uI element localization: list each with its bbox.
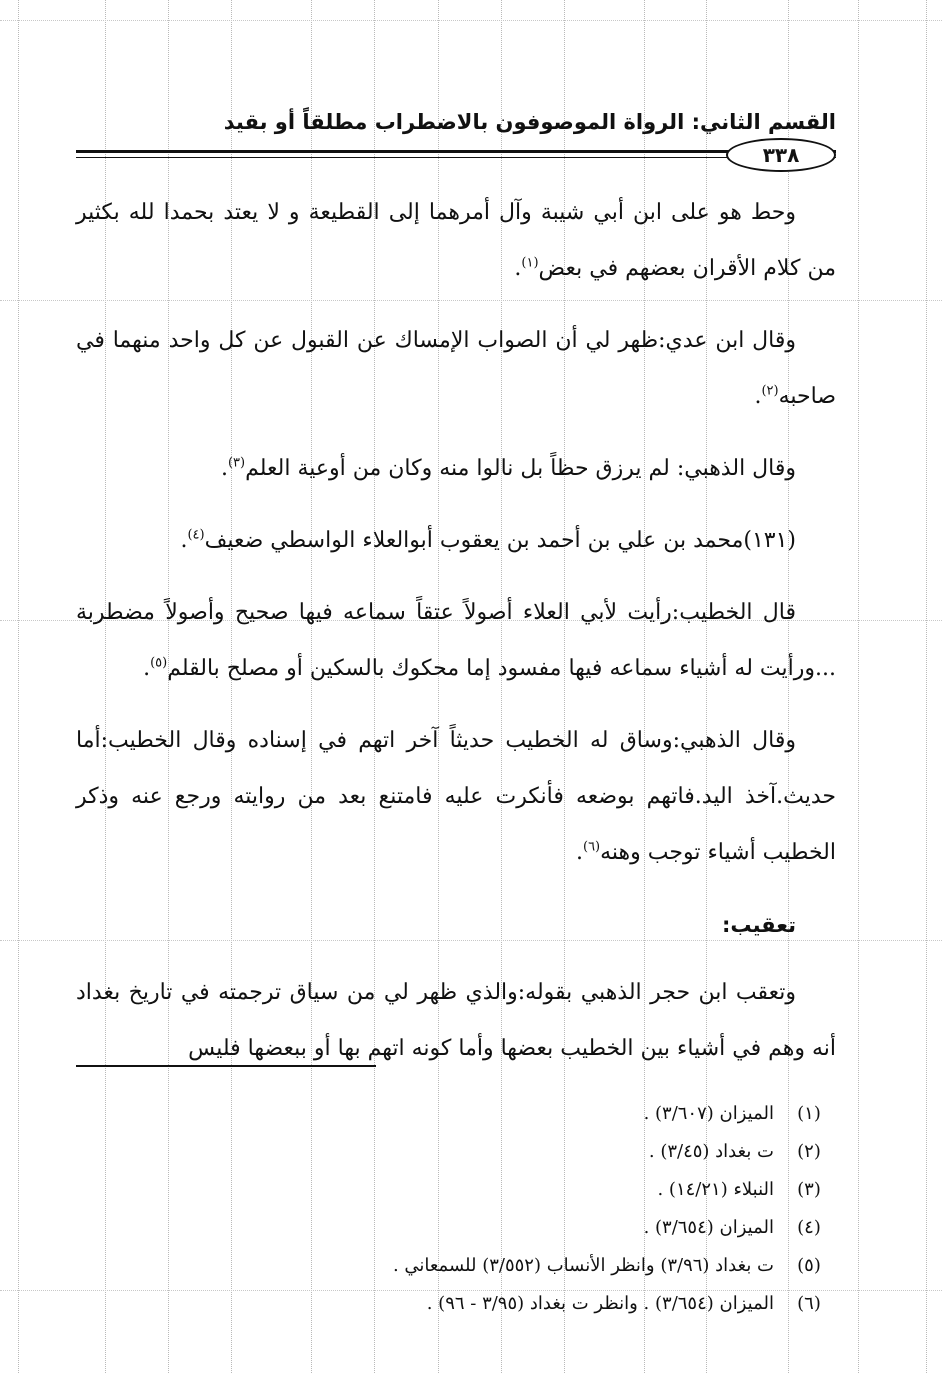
footnote-item: (٥) ت بغداد (٣/٩٦) وانظر الأنساب (٣/٥٥٢) للسمعاني . [392,1255,821,1276]
footnote-item: (٢) ت بغداد (٣/٤٥) . [648,1141,821,1162]
paragraph: وتعقب ابن حجر الذهبي بقوله:والذي ظهر لي من سياق ترجمته في تاريخ بغداد أنه وهم في أشياء بين الخطيب بعضها وأما كونه اتهم بها أو ببعضها فليس [76,980,836,1061]
book-page [76,100,836,1350]
paragraph: وقال الذهبي: لم يرزق حظاً بل نالوا منه وكان من أوعية العلم$^{(٣)}$. [220,455,796,481]
paragraph: قال الخطيب:رأيت لأبي العلاء أصولاً عتقاً سماعه فيها صحيح وأصولاً مضطربة ...ورأيت له أشياء سماعه فيها مفسود إما محكوك بالسكين أو مصلح بالقلم$^{(٥)}$. [76,600,836,681]
main-text [76,185,836,1093]
paragraph: وحط هو على ابن أبي شيبة وآل أمرهما إلى القطيعة و لا يعتد بحمدا لله بكثير من كلام الأقران بعضهم في بعض$^{(١)}$. [76,200,836,281]
section-heading: تعقيب: [721,913,796,937]
footnote-item: (٦) الميزان (٣/٦٥٤) . وانظر ت بغداد (٣/٩٥ - ٩٦) . [426,1293,821,1314]
paragraph: وقال ابن عدي:ظهر لي أن الصواب الإمساك عن القبول عن كل واحد منهما في صاحبه$^{(٢)}$. [76,328,836,409]
header-rule [76,148,836,158]
footnote-ref: (١) [521,255,539,271]
footnote-ref: (٥) [150,655,168,671]
footnote-ref: (٢) [761,383,779,399]
page-number-badge: ٣٣٨ [726,138,836,172]
footnotes-list [76,1095,836,1323]
footnote-item: (١) الميزان (٣/٦٠٧) . [643,1103,821,1124]
footnote-separator [76,1065,376,1067]
narrator-entry: (١٣١)محمد بن علي بن أحمد بن يعقوب أبوالعلاء الواسطي ضعيف$^{(٤)}$. [180,527,796,553]
footnote-ref: (٤) [187,527,205,543]
footnote-item: (٣) النبلاء (١٤/٢١) . [657,1179,821,1200]
running-header-title: القسم الثاني: الرواة الموصوفون بالاضطراب مطلقاً أو بقيد [223,110,836,134]
footnote-item: (٤) الميزان (٣/٦٥٤) . [643,1217,821,1238]
paragraph: وقال الذهبي:وساق له الخطيب حديثاً آخر اتهم في إسناده وقال الخطيب:أما حديث.آخذ اليد.فاتهم بوضعه فأنكرت عليه فامتنع بعد من روايته ورجع عنه وذكر الخطيب أشياء توجب وهنه$^{(٦)}$. [76,728,836,865]
footnote-ref: (٣) [227,455,246,471]
footnote-ref: (٦) [582,839,601,855]
